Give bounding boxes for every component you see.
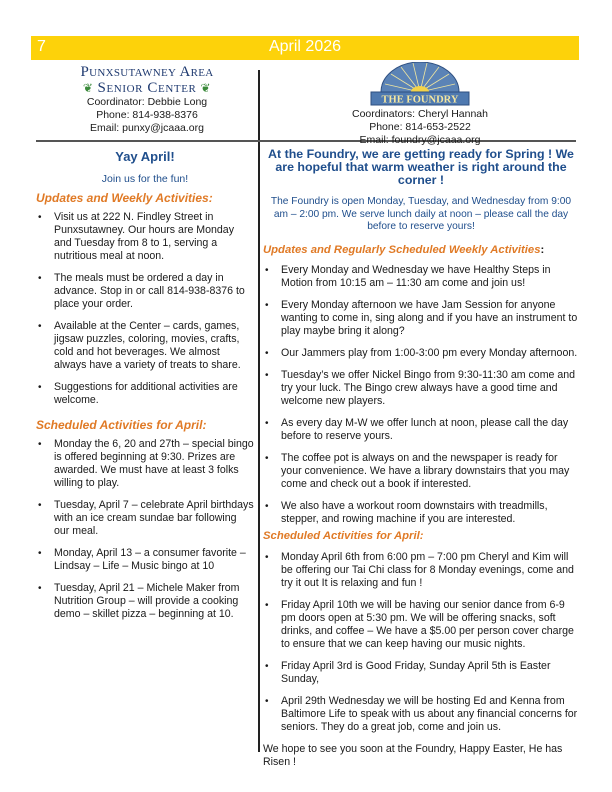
- scheduled-heading: Scheduled Activities for April:: [263, 529, 424, 542]
- updates-heading-text: Updates and Regularly Scheduled Weekly Activities: [263, 243, 541, 256]
- leaf-icon: ❦: [200, 81, 212, 95]
- list-item: • Friday April 3rd is Good Friday, Sunday April 5th is Easter Sunday,: [263, 660, 579, 686]
- senior-center-logo: [36, 64, 258, 96]
- coordinator-name: Coordinators: Cheryl Hannah: [352, 108, 488, 120]
- right-title: At the Foundry, we are getting ready for Spring ! We are hopeful that warm weather is right around the corner !: [268, 147, 574, 187]
- coordinator-phone: Phone: 814-653-2522: [369, 121, 471, 133]
- page-header-banner: [31, 36, 579, 60]
- list-item: • Monday the 6, 20 and 27th – special bingo is offered beginning at 9:30. Prizes are awarded. We must have at least 3 folks willing to play.: [36, 438, 254, 490]
- column-divider: [258, 70, 260, 752]
- list-item: • The meals must be ordered a day in advance. Stop in or call 814-938-8376 to place your order.: [36, 272, 254, 311]
- closing-message: We hope to see you soon at the Foundry, Happy Easter, He has Risen !: [263, 742, 563, 768]
- list-item: • We also have a workout room downstairs with treadmills, stepper, and rowing machine if you are interested.: [263, 500, 579, 526]
- heading-colon: :: [540, 243, 545, 256]
- list-item: • Tuesday, April 7 – celebrate April birthdays with an ice cream sundae bar following our meal.: [36, 499, 254, 538]
- coordinator-email[interactable]: Email: punxy@jcaaa.org: [90, 122, 204, 134]
- list-item: • April 29th Wednesday we will be hosting Ed and Kenna from Baltimore Life to speak with us about any financial concerns for seniors. They do a great job, come and join us.: [263, 695, 579, 734]
- list-item: • Monday April 6th from 6:00 pm – 7:00 pm Cheryl and Kim will be offering our Tai Chi class for 8 Monday evenings, come and try it out It is relaxing and fun !: [263, 551, 579, 590]
- left-title: Yay April!: [115, 149, 175, 164]
- list-item: • Friday April 10th we will be having our senior dance from 6-9 pm doors open at 5:30 pm. We will be offering snacks, soft drinks, and coffee – We have a $5.00 per person cover charge to ensure that we can keep having our music nights.: [263, 599, 579, 651]
- list-item: • Every Monday and Wednesday we have Healthy Steps in Motion from 10:15 am – 11:30 am come and join us!: [263, 264, 579, 290]
- list-item: • Monday, April 13 – a consumer favorite – Lindsay – Life – Music bingo at 10: [36, 547, 254, 573]
- logo-line-1: Punxsutawney Area: [80, 64, 214, 80]
- left-subtitle: Join us for the fun!: [101, 173, 189, 185]
- list-item: • Tuesday’s we offer Nickel Bingo from 9:30-11:30 am come and try your luck. The Bingo crew always have a good time and welcome new players.: [263, 369, 579, 408]
- list-item: • Suggestions for additional activities are welcome.: [36, 381, 254, 407]
- list-item: • Our Jammers play from 1:00-3:00 pm every Monday afternoon.: [263, 347, 579, 360]
- senior-center-column: [36, 149, 254, 630]
- sunburst-arch-icon: [367, 62, 473, 106]
- page-number: 7: [37, 38, 46, 55]
- foundry-header: [300, 62, 540, 147]
- scheduled-list: [36, 438, 254, 621]
- left-header-rule: [36, 140, 258, 142]
- updates-list: [263, 264, 579, 526]
- list-item: • The coffee pot is always on and the newspaper is ready for your convenience. We have a library downstairs that you may come and check out a book if interested.: [263, 452, 579, 491]
- list-item: • Every Monday afternoon we have Jam Session for anyone wanting to come in, sing along and if you have an instrument to play maybe bring it along?: [263, 299, 579, 338]
- updates-heading: [263, 244, 579, 257]
- list-item: • Available at the Center – cards, games, jigsaw puzzles, coloring, movies, crafts, cold and hot beverages. We almost always have a variety of treats to share.: [36, 320, 254, 372]
- updates-list: [36, 211, 254, 407]
- list-item: • Tuesday, April 21 – Michele Maker from Nutrition Group – will provide a cooking demo – skillet pizza – beginning at 10.: [36, 582, 254, 621]
- foundry-logo: [367, 62, 473, 106]
- list-item: • As every day M-W we offer lunch at noon, please call the day before to reserve yours.: [263, 417, 579, 443]
- right-intro: The Foundry is open Monday, Tuesday, and Wednesday from 9:00 am – 2:00 pm. We serve lunch daily at noon – please call the day before to reserve yours!: [270, 196, 572, 232]
- issue-month: April 2026: [268, 38, 342, 55]
- coordinator-phone: Phone: 814-938-8376: [96, 109, 198, 121]
- foundry-column: [263, 148, 579, 769]
- foundry-logo-text: THE FOUNDRY: [381, 94, 459, 106]
- scheduled-list: [263, 551, 579, 734]
- logo-line-2: Senior Center: [97, 80, 197, 96]
- updates-heading: Updates and Weekly Activities:: [36, 191, 213, 205]
- coordinator-name: Coordinator: Debbie Long: [86, 96, 208, 108]
- senior-center-header: [36, 64, 258, 135]
- leaf-icon: ❦: [82, 81, 94, 95]
- coordinator-email[interactable]: Email: foundry@jcaaa.org: [359, 134, 481, 146]
- list-item: • Visit us at 222 N. Findley Street in Punxsutawney. Our hours are Monday and Tuesday from 8 to 1, serving a nutritious meal at noon.: [36, 211, 254, 263]
- scheduled-heading: Scheduled Activities for April:: [36, 418, 207, 432]
